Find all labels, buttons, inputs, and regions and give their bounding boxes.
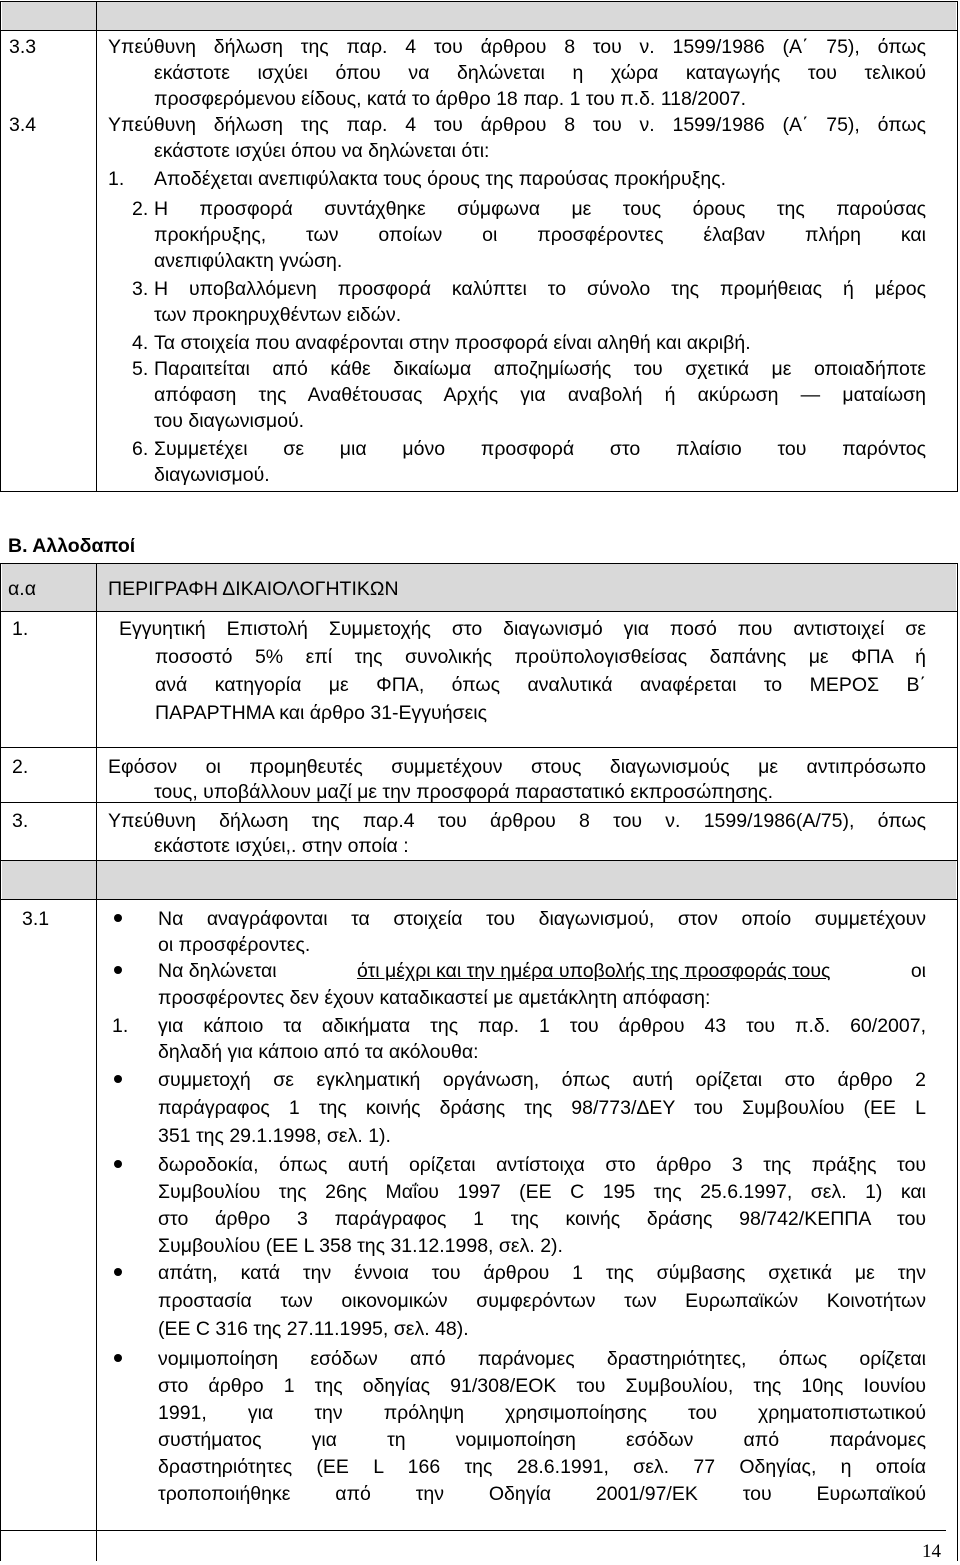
bullet-3-line-2: παράγραφος 1 της κοινής δράσης της 98/773/ΔΕΥ του Συμβουλίου (ΕΕ L	[158, 1097, 926, 1119]
bottom-table-border-left	[0, 563, 1, 1561]
bullet-2-text-start: Να δηλώνεται	[158, 960, 277, 982]
declaration-item-2-number: 2.	[132, 198, 149, 220]
declaration-item-6-line-2: διαγωνισμού.	[154, 464, 270, 486]
doc-row-2-line-1: Εφόσον οι προμηθευτές συμμετέχουν στους διαγωνισμούς με αντιπρόσωπο	[108, 756, 926, 778]
top-table-border-top	[0, 1, 958, 2]
bottom-table-border-right	[957, 563, 958, 1561]
declaration-item-4-number: 4.	[132, 332, 149, 354]
bullet-6-line-1: νομιμοποίηση εσόδων από παράνομες δραστηριότητες, όπως ορίζεται	[158, 1348, 926, 1370]
declaration-item-3-number: 3.	[132, 278, 149, 300]
declaration-item-1-line-1: Αποδέχεται ανεπιφύλακτα τους όρους της παρούσας προκήρυξης.	[154, 168, 727, 190]
footer-rule	[0, 1530, 946, 1531]
top-table-border-row	[0, 30, 958, 31]
bullet-3-line-1: συμμετοχή σε εγκληματική οργάνωση, όπως αυτή ορίζεται στο άρθρο 2	[158, 1069, 926, 1091]
declaration-item-3-line-2: των προκηρυχθέντων ειδών.	[154, 304, 402, 326]
bullet-1-icon	[114, 914, 122, 922]
declaration-item-4-line-1: Τα στοιχεία που αναφέρονται στην προσφορά είναι αληθή και ακριβή.	[154, 332, 751, 354]
declaration-item-5-line-1: Παραιτείται από κάθε δικαίωμα αποζημίωσής του σχετικά με οποιαδήποτε	[154, 358, 926, 380]
declaration-item-2-line-3: ανεπιφύλακτη γνώση.	[154, 250, 343, 272]
doc-row-3-line-2: εκάστοτε ισχύει,. στην οποία :	[154, 835, 409, 857]
row-3-4-line-2: εκάστοτε ισχύει όπου να δηλώνεται ότι:	[154, 140, 490, 162]
doc-row-3-number: 3.	[12, 810, 29, 832]
row-3-3-line-2: εκάστοτε ισχύει όπου να δηλώνεται η χώρα καταγωγής του τελικού	[154, 62, 926, 84]
doc-row-3-1-number: 3.1	[22, 908, 50, 930]
bullet-3-icon	[114, 1075, 122, 1083]
bullet-6-icon	[114, 1354, 122, 1362]
bottom-table-border-empty	[0, 899, 958, 900]
bottom-table-border-header	[0, 611, 958, 612]
doc-row-2-line-2: τους, υποβάλλουν μαζί με την προσφορά παραστατικό εκπροσώπησης.	[154, 781, 774, 803]
column-header-description: ΠΕΡΙΓΡΑΦΗ ΔΙΚΑΙΟΛΟΓΗΤΙΚΩΝ	[108, 578, 399, 600]
sub-item-1-line-2: δηλαδή για κάποιο από τα ακόλουθα:	[158, 1041, 479, 1063]
bullet-2-text-end: οι	[910, 960, 926, 982]
doc-row-1-number: 1.	[12, 618, 29, 640]
declaration-item-2-line-2: προκήρυξης, των οποίων οι προσφέροντες έλαβαν πλήρη και	[154, 224, 926, 246]
bottom-table-empty-row-shade	[2, 861, 956, 899]
bullet-2-underlined-text: ότι μέχρι και την ημέρα υποβολής της προσφοράς τους	[357, 960, 831, 982]
bullet-6-line-2: στο άρθρο 1 της οδηγίας 91/308/ΕΟΚ του Συμβουλίου, της 10ης Ιουνίου	[158, 1375, 926, 1397]
bullet-4-line-4: Συμβουλίου (ΕΕ L 358 της 31.12.1998, σελ. 2).	[158, 1235, 563, 1257]
doc-row-1-line-2: ποσοστό 5% επί της συνολικής προϋπολογισθείσας δαπάνης με ΦΠΑ ή	[155, 646, 926, 668]
column-header-number: α.α	[8, 578, 36, 600]
bottom-table-border-r3	[0, 860, 958, 861]
declaration-item-5-line-2: απόφαση της Αναθέτουσας Αρχής για αναβολή ή ακύρωση — ματαίωση	[154, 384, 926, 406]
bullet-6-line-3: 1991, για την πρόληψη χρησιμοποίησης του χρηματοπιστωτικού	[158, 1402, 926, 1424]
bullet-4-line-2: Συμβουλίου της 26ης Μαΐου 1997 (ΕΕ C 195 της 25.6.1997, σελ. 1) και	[158, 1181, 926, 1203]
section-title: Β. Αλλοδαποί	[8, 535, 136, 557]
bottom-table-border-top	[0, 563, 958, 564]
sub-item-1-line-1: για κάποιο τα αδικήματα της παρ. 1 του άρθρου 43 του π.δ. 60/2007,	[158, 1015, 926, 1037]
bottom-table-border-r1	[0, 747, 958, 748]
bullet-5-line-2: προστασία των οικονομικών συμφερόντων των Ευρωπαϊκών Κοινοτήτων	[158, 1290, 926, 1312]
bullet-6-line-4: συστήματος για τη νομιμοποίηση εσόδων από παράνομες	[158, 1429, 926, 1451]
row-3-3-line-1: Υπεύθυνη δήλωση της παρ. 4 του άρθρου 8 του ν. 1599/1986 (Α΄ 75), όπως	[108, 36, 926, 58]
bullet-5-line-3: (ΕΕ C 316 της 27.11.1995, σελ. 48).	[158, 1318, 469, 1340]
bullet-5-line-1: απάτη, κατά την έννοια του άρθρου 1 της σύμβασης σχετικά με την	[158, 1262, 926, 1284]
top-table-border-left	[0, 1, 1, 492]
declaration-item-1-number: 1.	[108, 168, 125, 190]
declaration-item-5-line-3: του διαγωνισμού.	[154, 410, 305, 432]
top-table-border-bottom	[0, 491, 958, 492]
bullet-6-line-5: δραστηριότητες (ΕΕ L 166 της 28.6.1991, σελ. 77 Οδηγίας, η οποία	[158, 1456, 926, 1478]
declaration-item-5-number: 5.	[132, 358, 149, 380]
bullet-4-line-3: στο άρθρο 3 παράγραφος 1 της κοινής δράσης 98/742/ΚΕΠΠΑ του	[158, 1208, 926, 1230]
bullet-4-icon	[114, 1160, 122, 1168]
sub-item-1-number: 1.	[112, 1015, 129, 1037]
top-table-border-mid	[96, 1, 97, 492]
bullet-5-icon	[114, 1268, 122, 1276]
doc-row-1-line-3: ανά κατηγορία με ΦΠΑ, όπως αναλυτικά αναφέρεται το ΜΕΡΟΣ Β΄	[155, 674, 926, 696]
bullet-4-line-1: δωροδοκία, όπως αυτή ορίζεται αντίστοιχα στο άρθρο 3 της πράξης του	[158, 1154, 926, 1176]
bullet-1-line-2: οι προσφέροντες.	[158, 934, 311, 956]
declaration-item-6-line-1: Συμμετέχει σε μια μόνο προσφορά στο πλαίσιο του παρόντος	[154, 438, 926, 460]
bottom-table-border-mid	[96, 563, 97, 1561]
row-3-3-number: 3.3	[9, 36, 37, 58]
declaration-item-2-line-1: Η προσφορά συντάχθηκε σύμφωνα με τους όρους της παρούσας	[154, 198, 926, 220]
page-number: 14	[922, 1541, 941, 1562]
doc-row-2-number: 2.	[12, 756, 29, 778]
top-table-header-shade	[2, 2, 956, 30]
bullet-2-line-2: προσφέροντες δεν έχουν καταδικαστεί με αμετάκλητη απόφαση:	[158, 987, 711, 1009]
row-3-4-number: 3.4	[9, 114, 37, 136]
declaration-item-3-line-1: Η υποβαλλόμενη προσφορά καλύπτει το σύνολο της προμήθειας ή μέρος	[154, 278, 926, 300]
doc-row-1-line-1: Εγγυητική Επιστολή Συμμετοχής στο διαγωνισμό για ποσό που αντιστοιχεί σε	[119, 618, 926, 640]
doc-row-3-line-1: Υπεύθυνη δήλωση της παρ.4 του άρθρου 8 του ν. 1599/1986(Α/75), όπως	[108, 810, 926, 832]
bullet-2-line-1	[158, 958, 926, 984]
row-3-4-line-1: Υπεύθυνη δήλωση της παρ. 4 του άρθρου 8 του ν. 1599/1986 (Α΄ 75), όπως	[108, 114, 926, 136]
top-table-border-right	[957, 1, 958, 492]
bullet-2-icon	[114, 966, 122, 974]
doc-row-1-line-4: ΠΑΡΑΡΤΗΜΑ και άρθρο 31-Εγγυήσεις	[155, 702, 488, 724]
row-3-3-line-3: προσφερόμενου είδους, κατά το άρθρο 18 παρ. 1 του π.δ. 118/2007.	[154, 88, 747, 110]
bullet-3-line-3: 351 της 29.1.1998, σελ. 1).	[158, 1125, 391, 1147]
bullet-6-line-6: τροποποιήθηκε από την Οδηγία 2001/97/ΕΚ του Ευρωπαϊκού	[158, 1483, 926, 1505]
declaration-item-6-number: 6.	[132, 438, 149, 460]
bullet-1-line-1: Να αναγράφονται τα στοιχεία του διαγωνισμού, στον οποίο συμμετέχουν	[158, 908, 926, 930]
